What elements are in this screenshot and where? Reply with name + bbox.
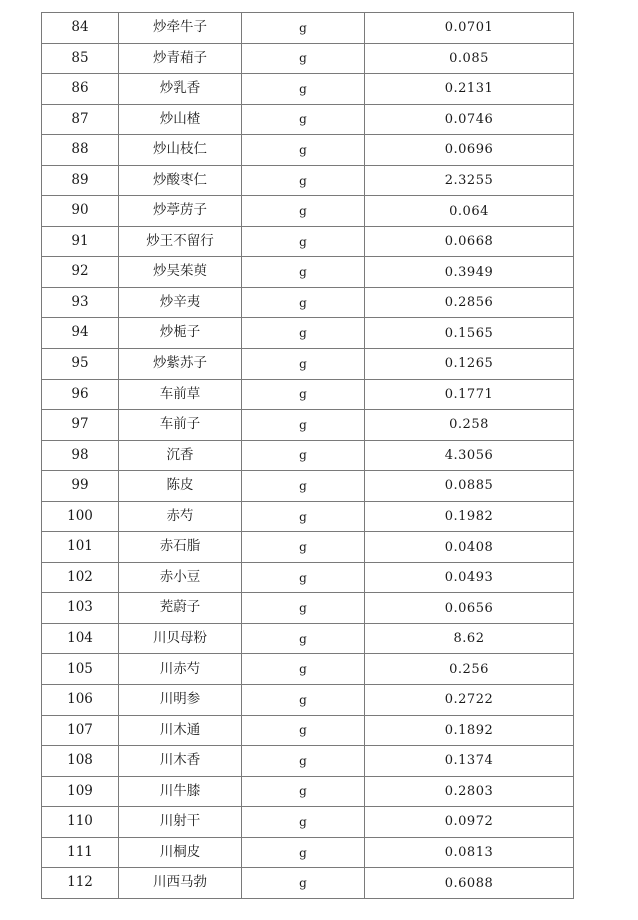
herb-name-cell: 赤石脂 (119, 532, 242, 563)
herb-name-cell: 川木通 (119, 715, 242, 746)
table-row (42, 287, 574, 318)
herb-name-cell: 川射干 (119, 807, 242, 838)
row-number-cell: 105 (42, 654, 119, 685)
value-cell: 0.0813 (365, 837, 574, 868)
table-row (42, 74, 574, 105)
herb-name-cell: 车前草 (119, 379, 242, 410)
unit-cell: g (242, 440, 365, 471)
table-row (42, 440, 574, 471)
herb-name-cell: 炒栀子 (119, 318, 242, 349)
unit-cell: g (242, 287, 365, 318)
value-cell: 0.0972 (365, 807, 574, 838)
table-row (42, 837, 574, 868)
row-number-cell: 86 (42, 74, 119, 105)
row-number-cell: 111 (42, 837, 119, 868)
row-number-cell: 91 (42, 226, 119, 257)
value-cell: 0.258 (365, 410, 574, 441)
row-number-cell: 96 (42, 379, 119, 410)
herb-name-cell: 车前子 (119, 410, 242, 441)
unit-cell: g (242, 104, 365, 135)
row-number-cell: 97 (42, 410, 119, 441)
unit-cell: g (242, 74, 365, 105)
unit-cell: g (242, 226, 365, 257)
table-row (42, 410, 574, 441)
unit-cell: g (242, 165, 365, 196)
herb-name-cell: 炒辛夷 (119, 287, 242, 318)
row-number-cell: 109 (42, 776, 119, 807)
unit-cell: g (242, 654, 365, 685)
value-cell: 0.0696 (365, 135, 574, 166)
table-row (42, 593, 574, 624)
herb-name-cell: 炒乳香 (119, 74, 242, 105)
value-cell: 0.0701 (365, 13, 574, 44)
unit-cell: g (242, 593, 365, 624)
row-number-cell: 110 (42, 807, 119, 838)
unit-cell: g (242, 196, 365, 227)
row-number-cell: 85 (42, 43, 119, 74)
price-table (41, 12, 574, 899)
table-row (42, 43, 574, 74)
herb-name-cell: 炒酸枣仁 (119, 165, 242, 196)
value-cell: 0.0668 (365, 226, 574, 257)
value-cell: 8.62 (365, 623, 574, 654)
herb-name-cell: 川木香 (119, 746, 242, 777)
table-row (42, 349, 574, 380)
table-row (42, 715, 574, 746)
table-row (42, 654, 574, 685)
value-cell: 0.256 (365, 654, 574, 685)
table-row (42, 104, 574, 135)
table-row (42, 379, 574, 410)
value-cell: 0.2131 (365, 74, 574, 105)
value-cell: 0.1771 (365, 379, 574, 410)
value-cell: 2.3255 (365, 165, 574, 196)
herb-name-cell: 陈皮 (119, 471, 242, 502)
unit-cell: g (242, 562, 365, 593)
row-number-cell: 98 (42, 440, 119, 471)
row-number-cell: 89 (42, 165, 119, 196)
value-cell: 4.3056 (365, 440, 574, 471)
herb-name-cell: 炒王不留行 (119, 226, 242, 257)
value-cell: 0.6088 (365, 868, 574, 899)
value-cell: 0.0885 (365, 471, 574, 502)
value-cell: 0.2722 (365, 685, 574, 716)
unit-cell: g (242, 868, 365, 899)
row-number-cell: 103 (42, 593, 119, 624)
herb-name-cell: 炒山楂 (119, 104, 242, 135)
value-cell: 0.0493 (365, 562, 574, 593)
unit-cell: g (242, 318, 365, 349)
unit-cell: g (242, 532, 365, 563)
herb-name-cell: 炒葶苈子 (119, 196, 242, 227)
value-cell: 0.064 (365, 196, 574, 227)
unit-cell: g (242, 746, 365, 777)
value-cell: 0.3949 (365, 257, 574, 288)
table-row (42, 165, 574, 196)
value-cell: 0.1374 (365, 746, 574, 777)
row-number-cell: 100 (42, 501, 119, 532)
unit-cell: g (242, 685, 365, 716)
herb-name-cell: 茺蔚子 (119, 593, 242, 624)
table-row (42, 807, 574, 838)
value-cell: 0.1982 (365, 501, 574, 532)
herb-name-cell: 川牛膝 (119, 776, 242, 807)
table-row (42, 318, 574, 349)
row-number-cell: 92 (42, 257, 119, 288)
table-row (42, 623, 574, 654)
row-number-cell: 106 (42, 685, 119, 716)
table-row (42, 196, 574, 227)
table-row (42, 868, 574, 899)
value-cell: 0.0408 (365, 532, 574, 563)
herb-name-cell: 川明参 (119, 685, 242, 716)
table-row (42, 471, 574, 502)
herb-name-cell: 炒青葙子 (119, 43, 242, 74)
herb-name-cell: 炒紫苏子 (119, 349, 242, 380)
unit-cell: g (242, 837, 365, 868)
herb-name-cell: 炒山枝仁 (119, 135, 242, 166)
value-cell: 0.1265 (365, 349, 574, 380)
row-number-cell: 101 (42, 532, 119, 563)
table-row (42, 257, 574, 288)
unit-cell: g (242, 135, 365, 166)
table-row (42, 135, 574, 166)
row-number-cell: 94 (42, 318, 119, 349)
row-number-cell: 104 (42, 623, 119, 654)
herb-name-cell: 炒吴茱萸 (119, 257, 242, 288)
value-cell: 0.0656 (365, 593, 574, 624)
unit-cell: g (242, 257, 365, 288)
unit-cell: g (242, 410, 365, 441)
value-cell: 0.1892 (365, 715, 574, 746)
row-number-cell: 99 (42, 471, 119, 502)
table-row (42, 226, 574, 257)
herb-name-cell: 川贝母粉 (119, 623, 242, 654)
herb-name-cell: 炒牵牛子 (119, 13, 242, 44)
table-row (42, 13, 574, 44)
row-number-cell: 88 (42, 135, 119, 166)
table-row (42, 501, 574, 532)
value-cell: 0.2803 (365, 776, 574, 807)
herb-name-cell: 川西马勃 (119, 868, 242, 899)
row-number-cell: 107 (42, 715, 119, 746)
row-number-cell: 108 (42, 746, 119, 777)
table-row (42, 776, 574, 807)
row-number-cell: 93 (42, 287, 119, 318)
table-row (42, 532, 574, 563)
herb-name-cell: 赤小豆 (119, 562, 242, 593)
unit-cell: g (242, 715, 365, 746)
table-body (42, 13, 574, 899)
unit-cell: g (242, 623, 365, 654)
row-number-cell: 102 (42, 562, 119, 593)
unit-cell: g (242, 379, 365, 410)
unit-cell: g (242, 43, 365, 74)
herb-name-cell: 川桐皮 (119, 837, 242, 868)
row-number-cell: 84 (42, 13, 119, 44)
table-row (42, 685, 574, 716)
value-cell: 0.1565 (365, 318, 574, 349)
row-number-cell: 95 (42, 349, 119, 380)
unit-cell: g (242, 13, 365, 44)
value-cell: 0.0746 (365, 104, 574, 135)
value-cell: 0.085 (365, 43, 574, 74)
herb-name-cell: 赤芍 (119, 501, 242, 532)
table-row (42, 562, 574, 593)
row-number-cell: 90 (42, 196, 119, 227)
unit-cell: g (242, 501, 365, 532)
table-row (42, 746, 574, 777)
unit-cell: g (242, 349, 365, 380)
row-number-cell: 112 (42, 868, 119, 899)
unit-cell: g (242, 471, 365, 502)
value-cell: 0.2856 (365, 287, 574, 318)
herb-name-cell: 川赤芍 (119, 654, 242, 685)
unit-cell: g (242, 807, 365, 838)
row-number-cell: 87 (42, 104, 119, 135)
unit-cell: g (242, 776, 365, 807)
herb-name-cell: 沉香 (119, 440, 242, 471)
